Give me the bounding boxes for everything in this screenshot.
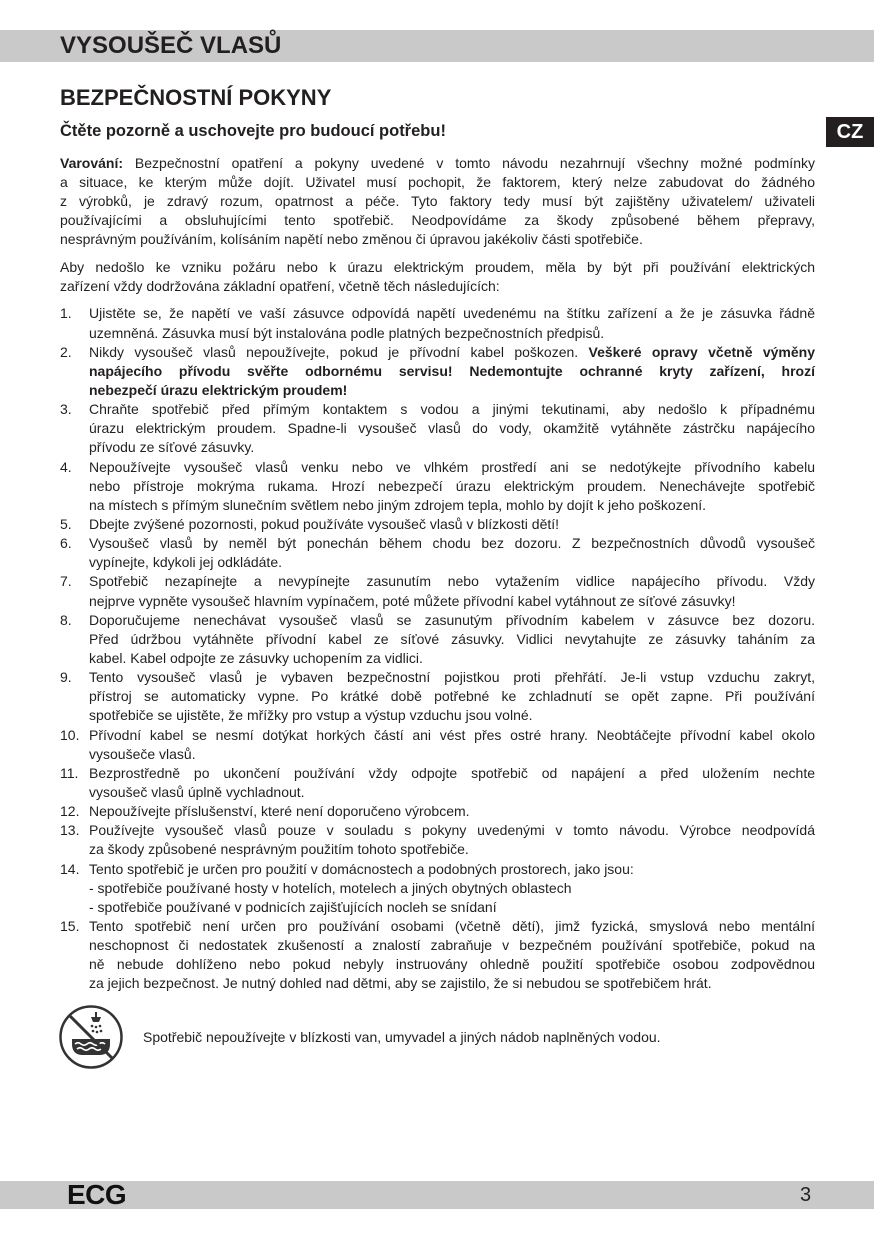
paragraph (60, 154, 815, 250)
text-line (89, 381, 815, 400)
text-segment: Bezpečnostní opatření a pokyny uvedené v tomto návodu nezahrnují všechny možné podmínky (123, 154, 815, 171)
paragraph (89, 668, 815, 725)
text-line: a situace, ke kterým může dojít. Uživatel musí pochopit, že faktorem, který nelze zabudovat do žádného (60, 173, 815, 190)
paragraph (89, 821, 815, 859)
paragraph (89, 611, 815, 668)
section-heading: BEZPEČNOSTNÍ POKYNY (60, 85, 332, 110)
instruction-item (60, 458, 815, 515)
text-line (89, 362, 815, 381)
paragraph (89, 802, 815, 821)
water-warning-text: Spotřebič nepoužívejte v blízkosti van, umyvadel a jiných nádob naplněných vodou. (143, 1028, 661, 1045)
text-line: nesprávným používáním, kolísáním napětí nebo změnou či úpravou jakékoliv části spotřebiče. (60, 231, 643, 248)
intro-paragraphs (60, 154, 815, 296)
item-number: 5. (60, 516, 72, 533)
instruction-item (60, 572, 815, 610)
text-line: úrazu elektrickým proudem. Spadne-li vysoušeč vlasů do vody, okamžitě vytáhněte zástrčku napájecího (89, 420, 815, 437)
paragraph (89, 898, 815, 917)
paragraph (60, 258, 815, 296)
text-line: Tento vysoušeč vlasů je vybaven bezpečnostní pojistkou proti přehřátí. Je-li vstup vzduchu zakryt, (89, 669, 815, 686)
text-line: Přívodní kabel se nesmí dotýkat horkých částí ani vést přes ostré hrany. Neobtáčejte přívodní kabel okolo (89, 726, 815, 743)
section-subheading: Čtěte pozorně a uschovejte pro budoucí potřebu! (60, 122, 446, 140)
paragraph (89, 764, 815, 802)
text-line: Tento spotřebič není určen pro používání osobami (včetně dětí), jimž fyzická, smyslová nebo mentální (89, 917, 815, 934)
text-line: za jejich bezpečnost. Je nutný dohled nad dětmi, aby se zajistilo, že si nebudou se spotřebičem hrát. (89, 975, 712, 992)
text-line: Aby nedošlo ke vzniku požáru nebo k úrazu elektrickým proudem, měla by být při používání elektrických (60, 258, 815, 275)
text-line: za škody způsobené nesprávným použitím tohoto spotřebiče. (89, 841, 469, 858)
text-line: vysoušeč vlasů úplně vychladnout. (89, 784, 305, 800)
item-number: 8. (60, 611, 72, 628)
bold-text: napájecího přívodu svěřte odbornému servisu! Nedemontujte ochranné kryty zařízení, hrozí (89, 362, 815, 379)
item-number: 6. (60, 535, 72, 552)
text-line: Vysoušeč vlasů by neměl být ponechán během chodu bez dozoru. Z bezpečnostních důvodů vysoušeč (89, 535, 815, 552)
paragraph (89, 458, 815, 515)
text-line: nejprve vypněte vysoušeč hlavním vypínačem, poté můžete přívodní kabel vytáhnout ze síťové zásuvky! (89, 592, 736, 609)
bold-text: Varování: (60, 154, 124, 171)
item-number: 13. (60, 822, 80, 839)
product-title: VYSOUŠEČ VLASŮ (60, 32, 282, 59)
paragraph (89, 726, 815, 764)
instruction-item (60, 802, 815, 821)
text-line: na místech s přímým slunečním světlem nebo jiným zdrojem tepla, mohlo by dojít k jeho poškození. (89, 496, 707, 513)
text-line: Používejte vysoušeč vlasů pouze v souladu s pokyny uvedenými v tomto návodu. Výrobce neodpovídá (89, 822, 815, 839)
instruction-item (60, 860, 815, 917)
text-line: vysoušeče vlasů. (89, 745, 196, 762)
language-tab: CZ (826, 117, 874, 147)
paragraph (89, 534, 815, 572)
item-number: 10. (60, 726, 80, 743)
paragraph (89, 304, 815, 342)
text-line (89, 343, 815, 362)
text-line: z výrobků, je zdravý rozum, opatrnost a péče. Tyto faktory tedy musí být zajištěny uživatelem/ uživateli (60, 192, 815, 209)
text-line: Dbejte zvýšené pozornosti, pokud používáte vysoušeč vlasů v blízkosti dětí! (89, 516, 560, 533)
item-number: 2. (60, 343, 72, 360)
footer-bar (0, 1181, 874, 1209)
instruction-item (60, 726, 815, 764)
text-line: uzemněná. Zásuvka musí být instalována podle platných bezpečnostních předpisů. (89, 324, 605, 341)
instruction-item (60, 515, 815, 534)
instruction-item (60, 400, 815, 457)
brand-logo: ECG (67, 1179, 127, 1210)
text-line: nebo přístroje mokrýma rukama. Hrozí nebezpečí úrazu elektrickým proudem. Nenechávejte spotřebič (89, 477, 815, 494)
text-segment: Nikdy vysoušeč vlasů nepoužívejte, pokud je přívodní kabel poškozen. (89, 343, 589, 360)
text-line: vypínejte, kdykoli jej odkládáte. (89, 554, 282, 571)
paragraph (89, 917, 815, 994)
item-number: 7. (60, 573, 72, 590)
paragraph (89, 860, 815, 879)
text-line: - spotřebiče používané v podnicích zajišťujících nocleh se snídaní (89, 898, 497, 915)
text-line: Před údržbou vytáhněte přívodní kabel ze síťové zásuvky. Vidlici nevytahujte ze zásuvky taháním za (89, 630, 815, 647)
item-number: 1. (60, 305, 72, 322)
item-number: 11. (60, 764, 79, 781)
paragraph (89, 343, 815, 400)
instruction-item (60, 304, 815, 342)
text-line: Doporučujeme nenechávat vysoušeč vlasů se zasunutým přívodním kabelem v zásuvce bez dozoru. (89, 611, 815, 628)
instruction-list (60, 304, 815, 993)
text-line: používajícími a obsluhujícími tento spotřebič. Neodpovídáme za škody způsobené během přepravy, (60, 211, 815, 228)
text-line: Nepoužívejte vysoušeč vlasů venku nebo ve vlhkém prostředí ani se nedotýkejte přívodního kabelu (89, 458, 815, 475)
text-line: neschopnost či nedostatek zkušeností a znalostí zabraňuje v bezpečném používání spotřebiče, pokud na (89, 937, 815, 954)
text-line: přívodu ze síťové zásuvky. (89, 439, 255, 456)
paragraph (89, 879, 815, 898)
instruction-item (60, 668, 815, 725)
bold-text: nebezpečí úrazu elektrickým proudem! (89, 382, 348, 399)
text-line: ně nebude dohlíženo nebo pokud nebyly instruovány ohledně použití spotřebiče osobou zodpovědnou (89, 956, 815, 973)
text-line: zařízení vždy dodržována základní opatření, včetně těch následujících: (60, 277, 500, 294)
page-number: 3 (800, 1184, 812, 1206)
item-number: 14. (60, 860, 80, 877)
header-bar (0, 30, 874, 62)
paragraph (89, 515, 815, 534)
text-line (60, 154, 815, 173)
text-line: Bezprostředně po ukončení používání vždy odpojte spotřebič od napájení a před uložením nechte (89, 764, 815, 781)
text-line: Ujistěte se, že napětí ve vaší zásuvce odpovídá napětí uvedenému na štítku zařízení a že je zásuvka řádně (89, 305, 815, 322)
paragraph (89, 400, 815, 457)
item-number: 3. (60, 401, 72, 418)
text-line: spotřebiče se ujistěte, že mřížky pro vstup a výstup vzduchu jsou volné. (89, 707, 533, 724)
bathtub-shape (72, 1039, 110, 1055)
instruction-item (60, 343, 815, 400)
text-line: přístroj se automaticky vypne. Po krátké době potřebné ke zchladnutí se opět zapne. Při používání (89, 688, 815, 705)
text-line: Chraňte spotřebič před přímým kontaktem s vodou a jinými tekutinami, aby nedošlo k případnému (89, 401, 815, 418)
bold-text: Veškeré opravy včetně výměny (588, 343, 815, 360)
safety-content (60, 154, 815, 994)
text-line: kabel. Kabel odpojte ze zásuvky uchopením za vidlici. (89, 650, 423, 667)
text-line: Spotřebič nezapínejte a nevypínejte zasunutím nebo vytažením vidlice napájecího přívodu. Vždy (89, 573, 815, 590)
text-line: Tento spotřebič je určen pro použití v domácnostech a podobných prostorech, jako jsou: (89, 860, 634, 877)
paragraph (89, 572, 815, 610)
instruction-item (60, 917, 815, 994)
text-line: - spotřebiče používané hosty v hotelích, motelech a jiných obytných oblastech (89, 879, 572, 896)
no-use-near-water-icon (58, 1004, 124, 1070)
item-number: 4. (60, 458, 72, 475)
instruction-item (60, 821, 815, 859)
instruction-item (60, 764, 815, 802)
item-number: 12. (60, 803, 80, 820)
item-number: 15. (60, 917, 80, 934)
text-line: Nepoužívejte příslušenství, které není doporučeno výrobcem. (89, 803, 470, 820)
instruction-item (60, 534, 815, 572)
item-number: 9. (60, 669, 72, 686)
instruction-item (60, 611, 815, 668)
